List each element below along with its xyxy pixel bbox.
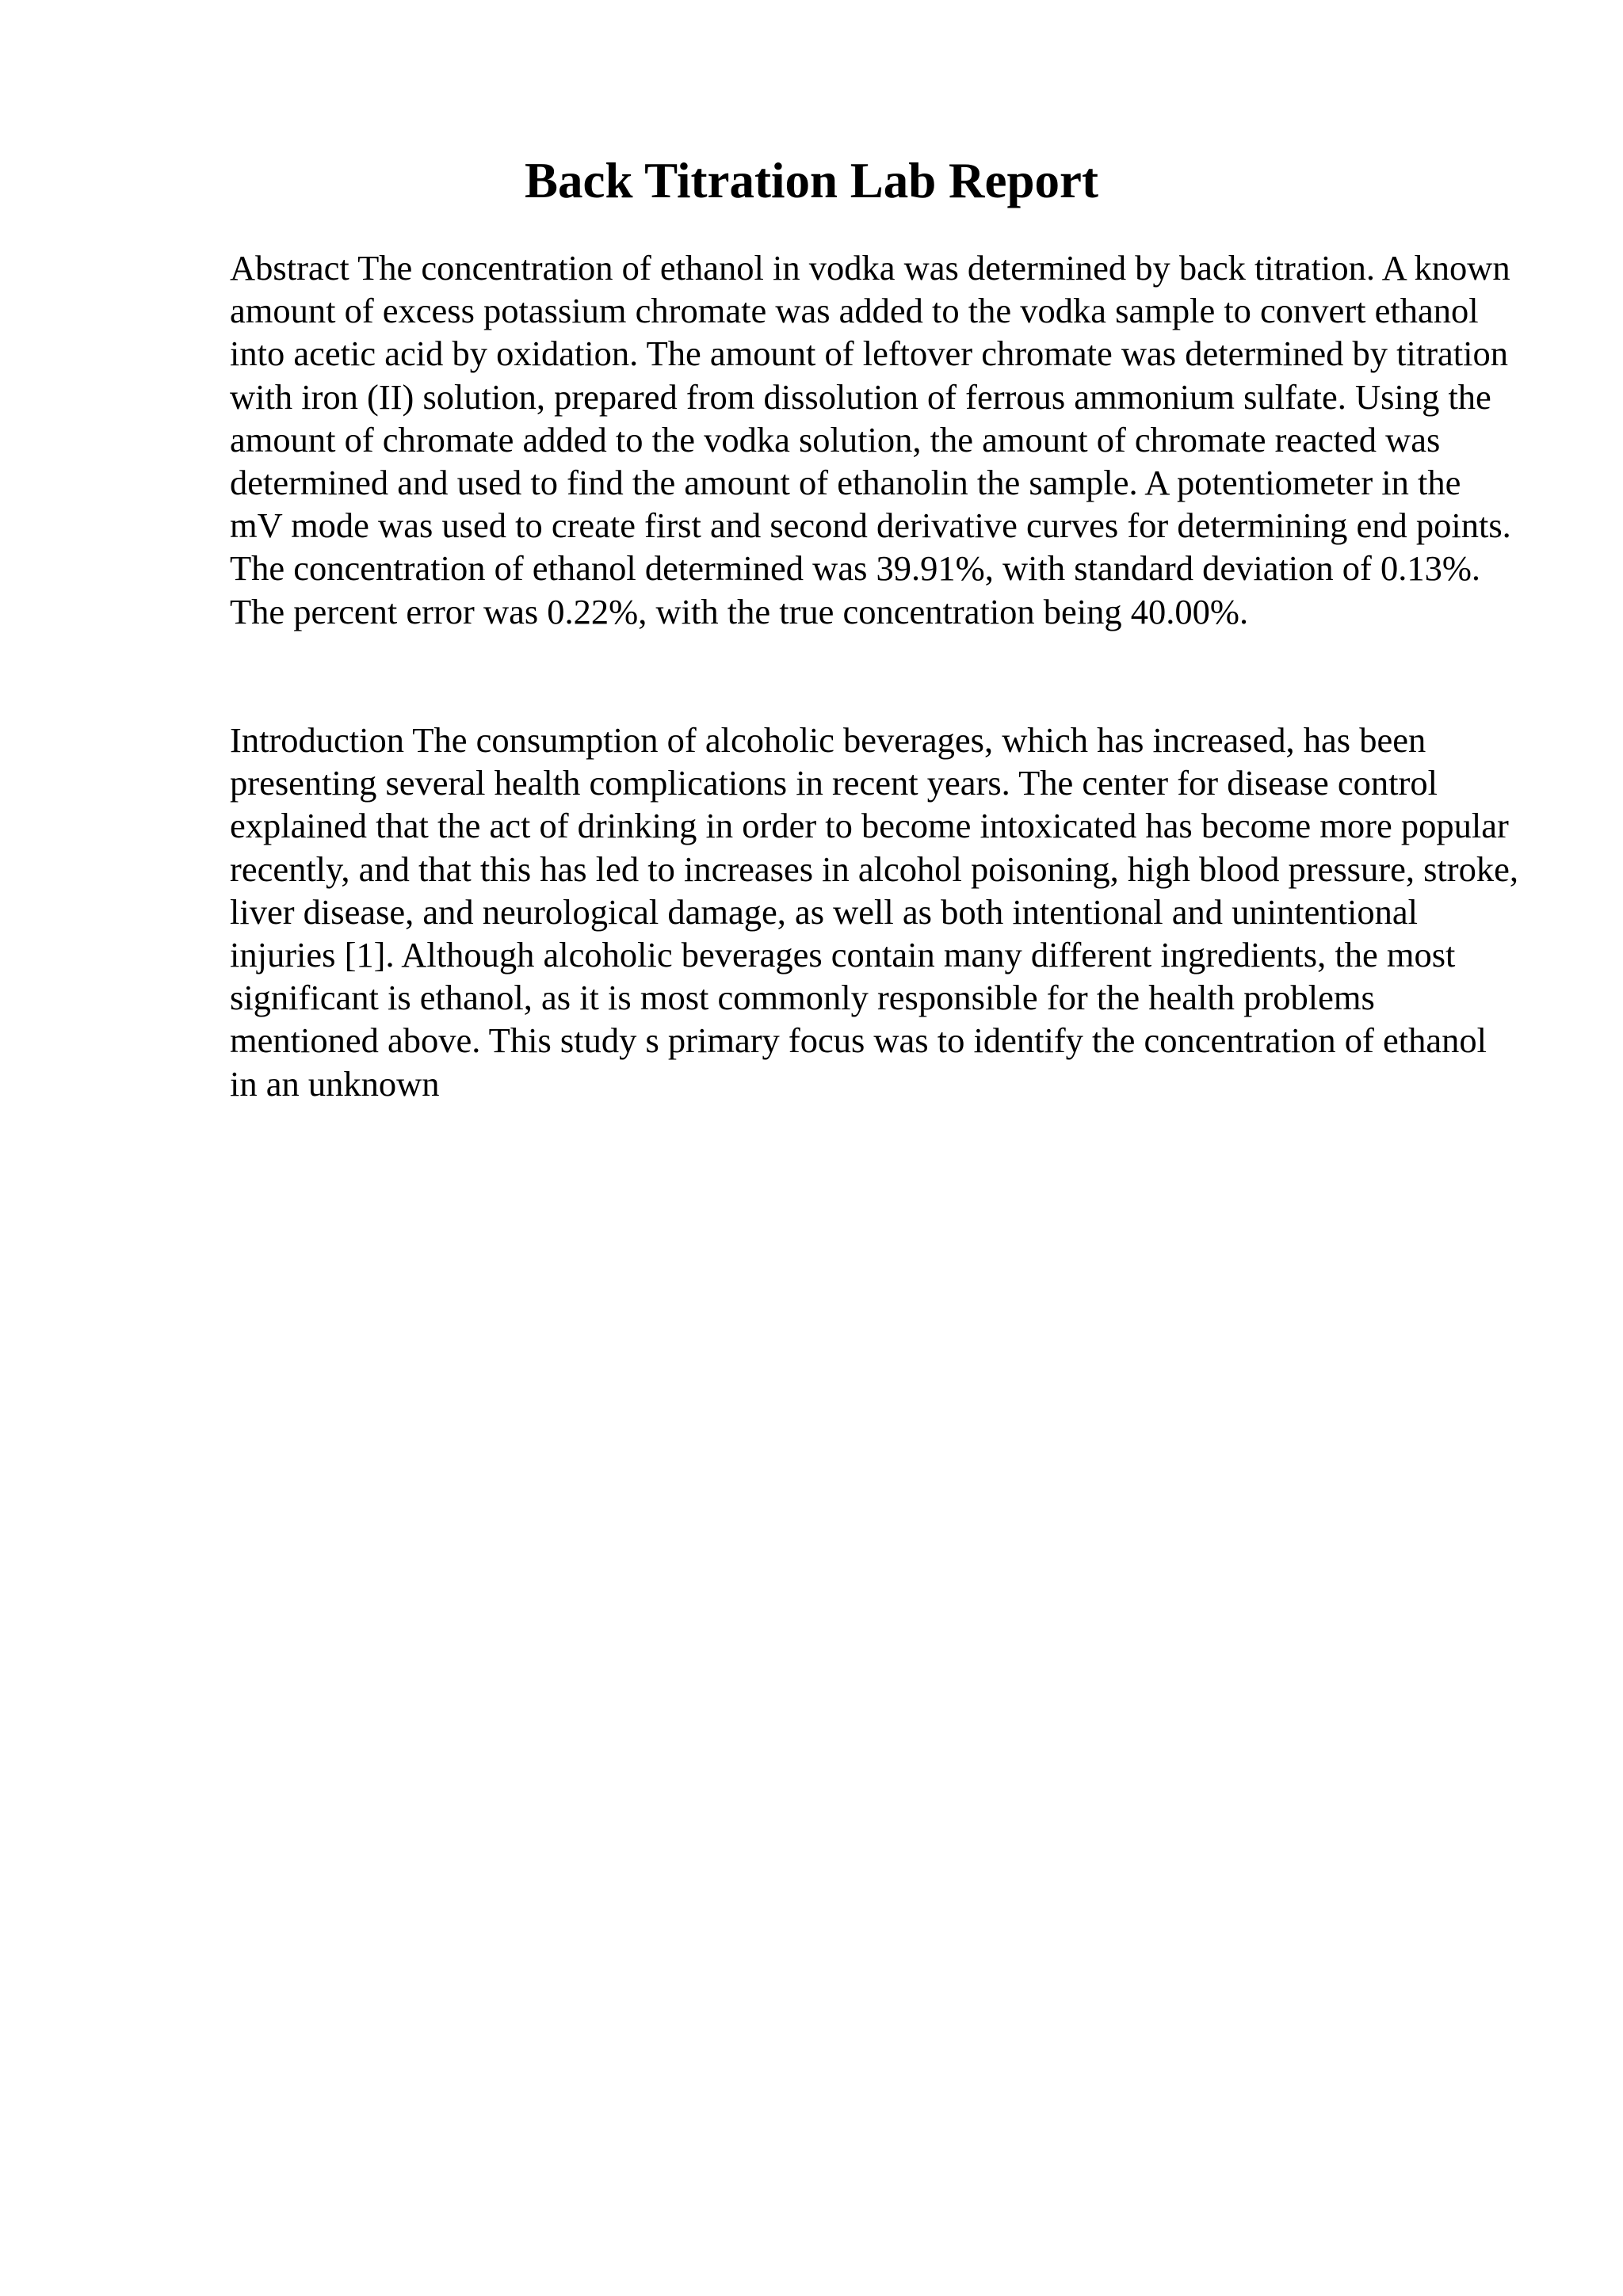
introduction-paragraph: Introduction The consumption of alcoholic beverages, which has increased, has been presenting several health complications in recent years. The center for disease control explained that the act of drinking in order to become intoxicated has become more popular recently, and that this has led to increases in alcohol poisoning, high blood pressure, stroke, liver disease, and neurological damage, as well as both intentional and unintentional injuries [1]. Although alcoholic beverages contain many different ingredients, the most significant is ethanol, as it is most commonly responsible for the health problems mentioned above. This study s primary focus was to identify the concentration of ethanol in an unknown: [230, 720, 1518, 1104]
document-title: Back Titration Lab Report: [525, 153, 1098, 208]
abstract-paragraph: Abstract The concentration of ethanol in vodka was determined by back titration. A known amount of excess potassium chromate was added to the vodka sample to convert ethanol into acetic acid by oxidation. The amount of leftover chromate was determined by titration with iron (II) solution, prepared from dissolution of ferrous ammonium sulfate. Using the amount of chromate added to the vodka solution, the amount of chromate reacted was determined and used to find the amount of ethanolin the sample. A potentiometer in the mV mode was used to create first and second derivative curves for determining end points. The concentration of ethanol determined was 39.91%, with standard deviation of 0.13%. The percent error was 0.22%, with the true concentration being 40.00%.: [230, 248, 1511, 631]
